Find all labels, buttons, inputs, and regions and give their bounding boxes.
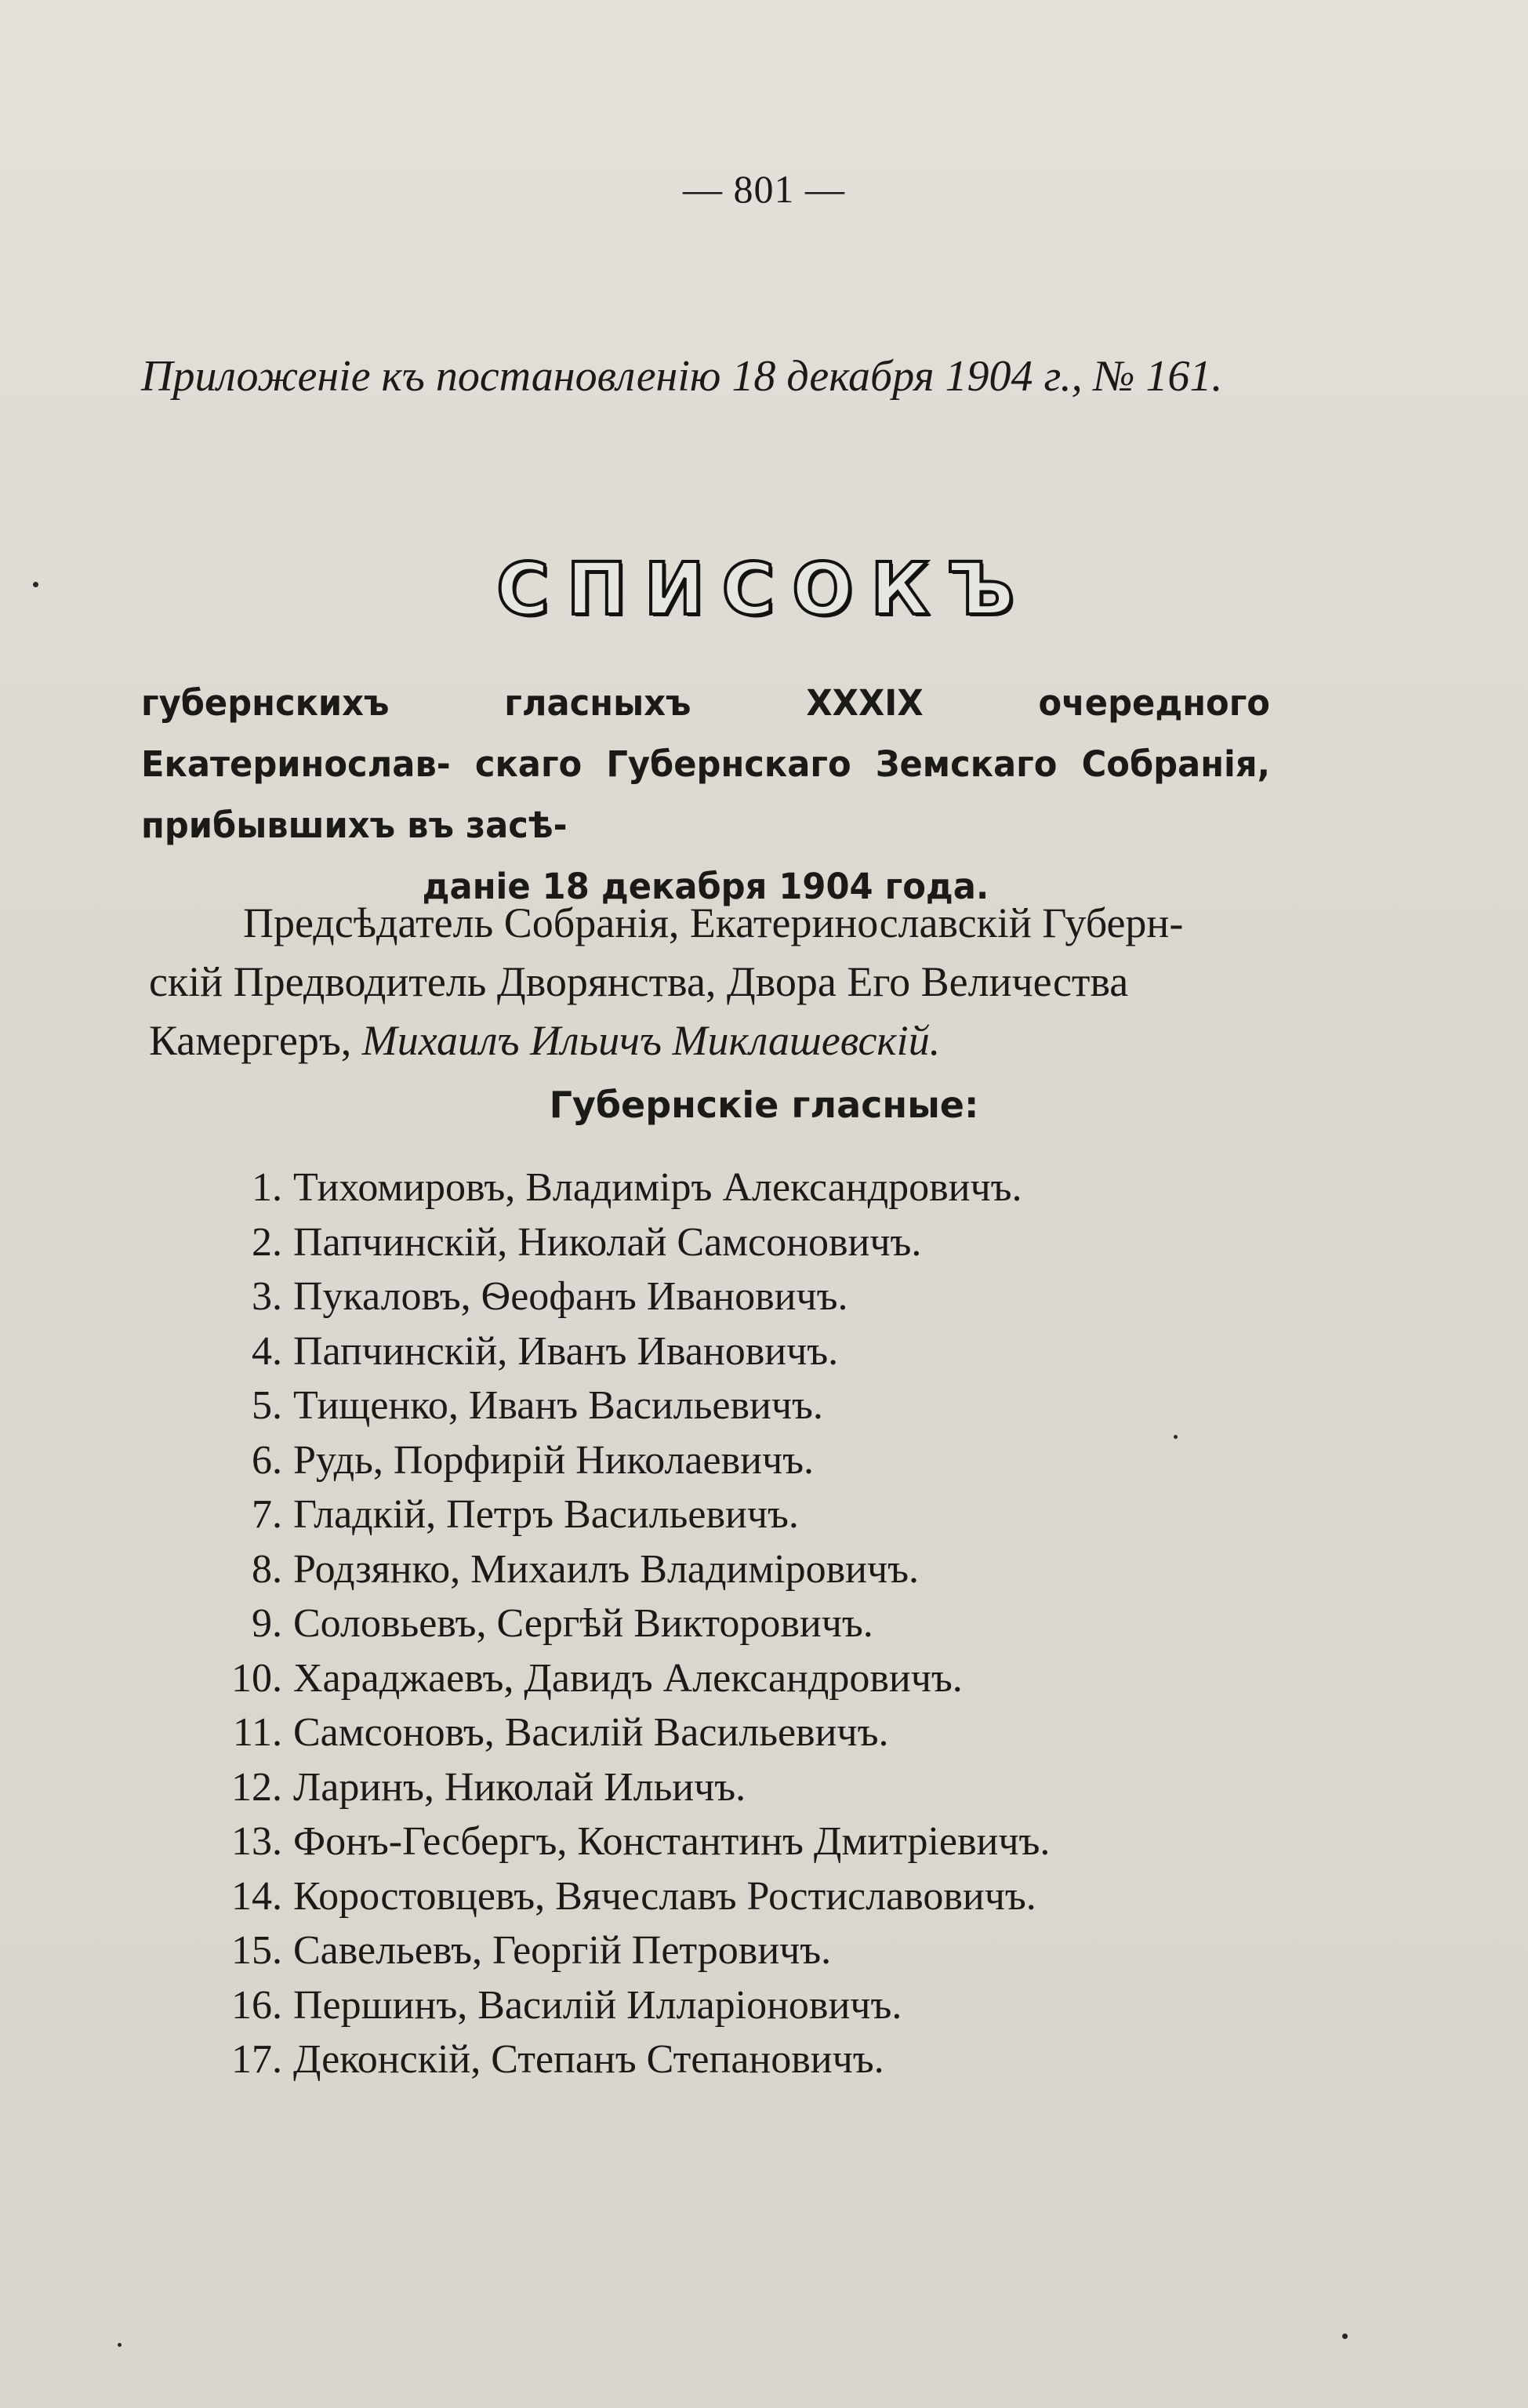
member-number: 2. <box>252 1219 282 1265</box>
list-item <box>157 1760 1333 1815</box>
member-name: Тищенко, Иванъ Васильевичъ. <box>293 1383 823 1428</box>
member-number: 7. <box>252 1492 282 1537</box>
member-name: Коростовцевъ, Вячеславъ Ростиславовичъ. <box>293 1873 1036 1919</box>
section-heading: Губернскіе гласные: <box>549 1084 979 1126</box>
chairman-name: Михаилъ Ильичъ Миклашевскій. <box>361 1017 941 1064</box>
list-item <box>157 1705 1333 1760</box>
member-name: Гладкій, Петръ Васильевичъ. <box>293 1492 799 1537</box>
member-number: 15. <box>231 1928 282 1973</box>
chairman-paragraph <box>149 894 1309 1070</box>
member-number: 13. <box>231 1819 282 1864</box>
member-name: Рудь, Порфирій Николаевичъ. <box>293 1437 815 1483</box>
member-number: 14. <box>231 1873 282 1919</box>
document-title: СПИСОКЪ <box>496 547 1032 631</box>
member-name: Хараджаевъ, Давидъ Александровичъ. <box>293 1655 963 1701</box>
member-number: 11. <box>232 1710 282 1755</box>
member-name: Першинъ, Василій Илларіоновичъ. <box>293 1982 902 2028</box>
appendix-note: Приложеніе къ постановленію 18 декабря 1904 г., № 161. <box>141 352 1223 401</box>
chairman-title: Камергеръ, <box>149 1017 352 1064</box>
list-item <box>157 1814 1333 1869</box>
member-number: 1. <box>252 1165 282 1210</box>
document-subtitle <box>141 673 1270 917</box>
member-number: 3. <box>252 1274 282 1319</box>
paper-speck <box>118 2343 122 2347</box>
member-number: 8. <box>252 1546 282 1592</box>
page-number: — 801 — <box>683 167 845 211</box>
member-number: 4. <box>252 1328 282 1374</box>
list-item <box>157 1596 1333 1651</box>
list-item <box>157 2032 1333 2087</box>
member-name: Тихомировъ, Владиміръ Александровичъ. <box>293 1165 1022 1210</box>
member-number: 5. <box>252 1383 282 1428</box>
list-item <box>157 1978 1333 2033</box>
list-item <box>157 1433 1333 1488</box>
list-item <box>157 1378 1333 1433</box>
member-name: Ларинъ, Николай Ильичъ. <box>293 1764 746 1810</box>
list-item <box>157 1269 1333 1324</box>
list-item <box>157 1869 1333 1924</box>
subtitle-line-2: скаго Губернскаго Земскаго Собранія, прибывшихъ въ засѣ- <box>141 743 1270 846</box>
member-name: Пукаловъ, Ѳеофанъ Ивановичъ. <box>293 1274 848 1319</box>
member-number: 16. <box>231 1982 282 2028</box>
chairman-line-3 <box>149 1012 1309 1070</box>
list-item <box>157 1923 1333 1978</box>
paper-speck <box>1342 2334 1348 2339</box>
member-name: Папчинскій, Иванъ Ивановичъ. <box>293 1328 839 1374</box>
subtitle-line-3: даніе 18 декабря 1904 года. <box>422 866 989 907</box>
subtitle-line-1: губернскихъ гласныхъ XXXIX очередного Екатеринослав- <box>141 682 1270 785</box>
paper-speck <box>1174 1435 1178 1439</box>
member-name: Фонъ-Гесбергъ, Константинъ Дмитріевичъ. <box>293 1819 1051 1864</box>
member-number: 6. <box>252 1437 282 1483</box>
chairman-line-1: Предсѣдатель Собранія, Екатеринославскій Губерн- <box>243 899 1184 946</box>
member-name: Савельевъ, Георгій Петровичъ. <box>293 1928 832 1973</box>
list-item <box>157 1324 1333 1379</box>
member-number: 17. <box>231 2037 282 2082</box>
member-number: 10. <box>231 1655 282 1701</box>
list-item <box>157 1215 1333 1270</box>
member-number: 9. <box>252 1601 282 1646</box>
member-name: Папчинскій, Николай Самсоновичъ. <box>293 1219 922 1265</box>
list-item <box>157 1651 1333 1706</box>
list-item <box>157 1160 1333 1215</box>
member-name: Деконскій, Степанъ Степановичъ. <box>293 2037 884 2082</box>
member-name: Родзянко, Михаилъ Владиміровичъ. <box>293 1546 920 1592</box>
members-list <box>157 1160 1333 2087</box>
chairman-line-2: скій Предводитель Дворянства, Двора Его Величества <box>149 958 1129 1005</box>
member-name: Соловьевъ, Сергѣй Викторовичъ. <box>293 1601 873 1646</box>
list-item <box>157 1487 1333 1542</box>
paper-speck <box>33 582 38 587</box>
list-item <box>157 1542 1333 1597</box>
member-number: 12. <box>231 1764 282 1810</box>
member-name: Самсоновъ, Василій Васильевичъ. <box>293 1710 889 1755</box>
